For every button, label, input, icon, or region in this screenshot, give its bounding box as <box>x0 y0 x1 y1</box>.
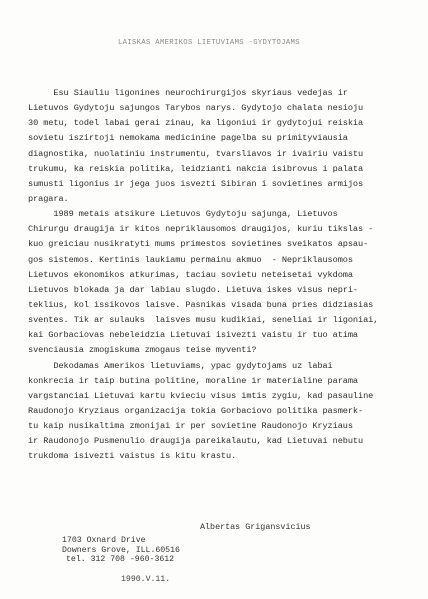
body-line: Lietuvos ekonomikos atkurimas, taciau sovietu neteisetai vykdoma <box>28 269 353 280</box>
body-line: pragara. <box>28 193 69 204</box>
body-line: Esu Siauliu ligonines neurochirurgijos skyriaus vedejas ir <box>28 88 348 98</box>
letter-date: 1990.V.11. <box>121 575 171 584</box>
address-city: Downers Grove, ILL.60516 <box>62 545 180 555</box>
letter-body <box>28 86 418 465</box>
sender-address <box>62 536 180 565</box>
body-line: Lietuvos blokada ja dar labiau slugdo. Lietuva iskes visus nepri- <box>28 284 359 295</box>
body-line: 1989 metais atsikure Lietuvos Gydytoju sajunga, Lietuvos <box>28 209 338 220</box>
body-line: trukdoma isivezti vaistus is kitu krastu. <box>28 451 237 462</box>
body-line: diagnostika, nuolatiniu instrumentu, tvarsliavos ir ivairiu vaistu <box>28 148 364 159</box>
body-line: teklius, kol issikovos laisve. Pasnikas visada buna pries didziasias <box>28 299 374 310</box>
body-line: 30 metu, todel labai gerai zinau, ka ligoniui ir gydytojui reiskia <box>28 118 364 129</box>
body-line: Raudonojo Kryziaus organizacija tokia Gorbaciovo politika pasmerk- <box>28 405 364 416</box>
body-line: svenciausia zmogiskuma zmogaus teise myventi? <box>28 345 257 356</box>
body-line: tu kaip nusikaltima zmonijai ir per sovietine Raudonojo Kryziaus <box>28 421 353 432</box>
body-line: sventes. Tik ar sulauks laisves musu kudikiai, seneliai ir ligoniai, <box>28 315 379 326</box>
body-line: Chirurgu draugija ir kitos nepriklausomos draugijos, kuriu tikslas - <box>28 224 374 235</box>
body-line: sumusti ligonius ir jega juos isvezti Sibiran i sovietines armijos <box>28 178 364 189</box>
body-line: gos sistemos. Kertinis laukiamu permainu akmuo - Nepriklausomos <box>28 254 353 265</box>
body-line: kuo greiciau nusikratyti mums primestos sovietines sveikatos apsau- <box>28 239 369 250</box>
letter-title: LAISKAS AMERIKOS LIETUVIAMS -GYDYTOJAMS <box>118 39 300 47</box>
signature-name: Albertas Grigansvicius <box>200 522 311 532</box>
body-line: kai Gorbaciovas nebeleidzia Lietuvai isivezti vaistu ir tuo atima <box>28 330 359 341</box>
body-line: konkrecia ir taip butina politine, moraline ir materialine parama <box>28 375 359 386</box>
body-line: Dekodamas Amerikos lietuviams, ypac gydytojams uz labai <box>28 360 333 371</box>
address-street: 1703 Oxnard Drive <box>62 536 146 545</box>
body-line: trukumu, ka reiskia politika, leidzianti nakcia isibrovus i palata <box>28 163 364 174</box>
body-line: vargstanciai Lietuvai kartu kvieciu visus imtis zygiu, kad pasauline <box>28 390 374 401</box>
body-line: Lietuvos Gydytoju sajungos Tarybos narys. Gydytojo chalata nesioju <box>28 103 364 114</box>
body-line: sovietu iszirtoji nemokama medicinine pagelba su primityviausia <box>28 133 348 144</box>
address-phone: tel. 312 708 -960-3612 <box>66 555 175 565</box>
body-line: ir Raudonojo Pusmenulio draugija pareikalautu, kad Lietuvai nebutu <box>28 436 364 447</box>
